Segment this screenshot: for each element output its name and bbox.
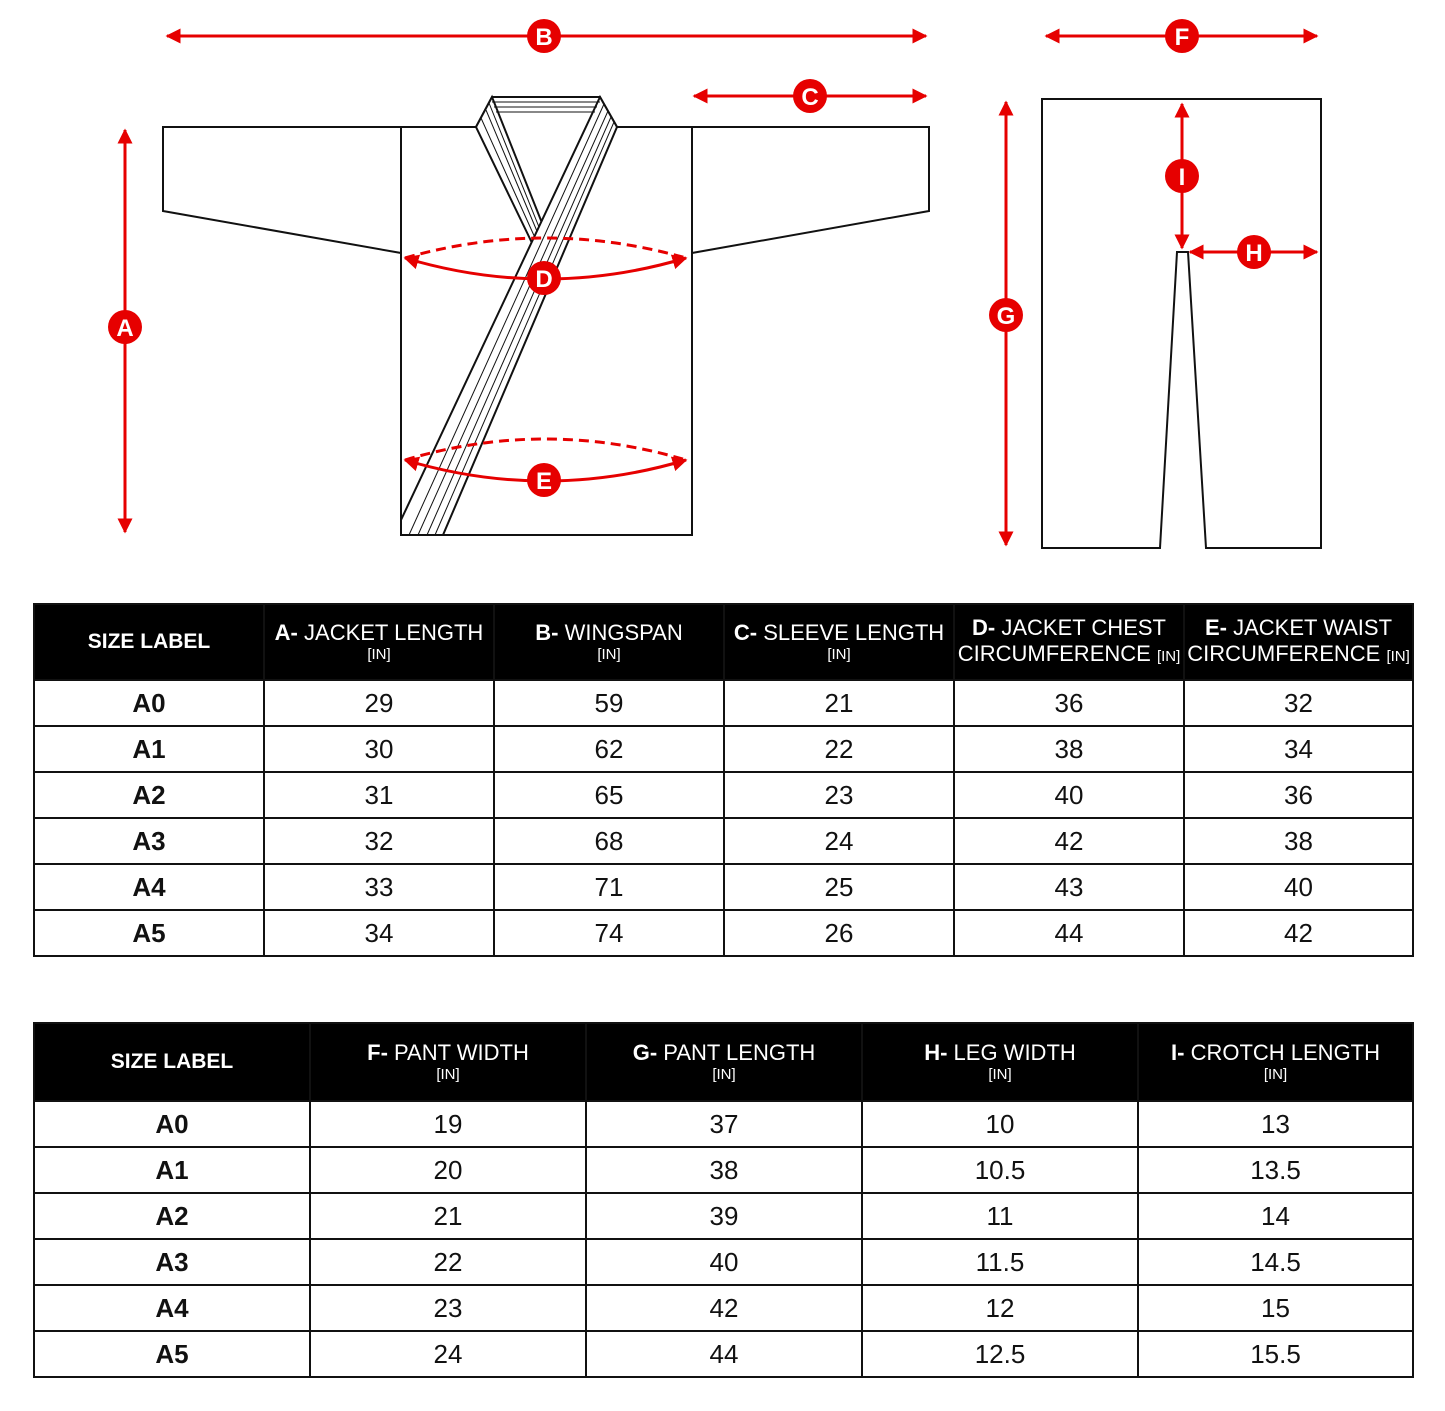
table-cell: 32 (264, 818, 494, 864)
table-cell: 38 (954, 726, 1184, 772)
svg-text:I: I (1178, 164, 1186, 191)
col-size-label: SIZE LABEL (34, 1023, 310, 1101)
table-row (34, 910, 1413, 956)
table-cell: 26 (724, 910, 954, 956)
table-cell: 21 (724, 680, 954, 726)
label-c (793, 79, 827, 113)
label-d (527, 261, 561, 295)
table-cell: 23 (310, 1285, 586, 1331)
table-cell: 12 (862, 1285, 1138, 1331)
size-cell: A3 (34, 818, 264, 864)
table-cell: 15.5 (1138, 1331, 1413, 1377)
size-cell: A4 (34, 864, 264, 910)
table-cell: 10.5 (862, 1147, 1138, 1193)
table-cell: 43 (954, 864, 1184, 910)
label-a (108, 310, 142, 344)
col-jacket-length: A- JACKET LENGTH [IN] (264, 604, 494, 680)
size-cell: A5 (34, 910, 264, 956)
table-cell: 13 (1138, 1101, 1413, 1147)
table-cell: 13.5 (1138, 1147, 1413, 1193)
table-cell: 36 (1184, 772, 1413, 818)
table-cell: 30 (264, 726, 494, 772)
table-cell: 22 (724, 726, 954, 772)
size-cell: A5 (34, 1331, 310, 1377)
table-cell: 29 (264, 680, 494, 726)
size-cell: A3 (34, 1239, 310, 1285)
table-cell: 23 (724, 772, 954, 818)
table-cell: 39 (586, 1193, 862, 1239)
table-cell: 31 (264, 772, 494, 818)
col-jacket-waist: E- JACKET WAIST CIRCUMFERENCE [IN] (1184, 604, 1413, 680)
table-cell: 37 (586, 1101, 862, 1147)
svg-text:F: F (1174, 24, 1190, 51)
table-cell: 19 (310, 1101, 586, 1147)
table-row (34, 864, 1413, 910)
table-cell: 11 (862, 1193, 1138, 1239)
table-row (34, 1101, 1413, 1147)
label-h (1237, 235, 1271, 269)
table-cell: 33 (264, 864, 494, 910)
table-cell: 36 (954, 680, 1184, 726)
size-cell: A0 (34, 1101, 310, 1147)
label-i (1165, 159, 1199, 193)
table-cell: 42 (954, 818, 1184, 864)
col-wingspan: B- WINGSPAN [IN] (494, 604, 724, 680)
svg-text:D: D (535, 266, 553, 293)
col-pant-width: F- PANT WIDTH [IN] (310, 1023, 586, 1101)
table-cell: 74 (494, 910, 724, 956)
table-row (34, 1285, 1413, 1331)
table-cell: 44 (954, 910, 1184, 956)
table-row (34, 1193, 1413, 1239)
col-jacket-chest: D- JACKET CHEST CIRCUMFERENCE [IN] (954, 604, 1184, 680)
table-cell: 40 (586, 1239, 862, 1285)
table-cell: 11.5 (862, 1239, 1138, 1285)
size-cell: A1 (34, 726, 264, 772)
col-crotch-length: I- CROTCH LENGTH [IN] (1138, 1023, 1413, 1101)
svg-text:A: A (116, 315, 134, 342)
table-cell: 10 (862, 1101, 1138, 1147)
col-leg-width: H- LEG WIDTH [IN] (862, 1023, 1138, 1101)
table-row (34, 818, 1413, 864)
table-cell: 34 (1184, 726, 1413, 772)
jacket-size-table (33, 603, 1414, 957)
table-cell: 20 (310, 1147, 586, 1193)
col-sleeve-length: C- SLEEVE LENGTH [IN] (724, 604, 954, 680)
table-row (34, 1331, 1413, 1377)
jacket-table-header (34, 604, 1413, 680)
table-cell: 59 (494, 680, 724, 726)
svg-text:E: E (535, 468, 553, 495)
table-cell: 44 (586, 1331, 862, 1377)
size-cell: A0 (34, 680, 264, 726)
table-cell: 68 (494, 818, 724, 864)
table-row (34, 726, 1413, 772)
table-cell: 24 (310, 1331, 586, 1377)
table-cell: 24 (724, 818, 954, 864)
table-cell: 15 (1138, 1285, 1413, 1331)
size-cell: A4 (34, 1285, 310, 1331)
table-cell: 38 (1184, 818, 1413, 864)
table-cell: 38 (586, 1147, 862, 1193)
svg-text:C: C (801, 84, 819, 111)
label-b (527, 19, 561, 53)
table-cell: 65 (494, 772, 724, 818)
pant-size-table (33, 1022, 1414, 1378)
svg-text:G: G (996, 303, 1016, 330)
svg-text:B: B (535, 24, 553, 51)
label-f (1165, 19, 1199, 53)
gi-measurement-diagram (0, 0, 1445, 580)
label-e (527, 463, 561, 497)
table-cell: 25 (724, 864, 954, 910)
table-row (34, 680, 1413, 726)
table-row (34, 1239, 1413, 1285)
table-cell: 14 (1138, 1193, 1413, 1239)
label-g (989, 298, 1023, 332)
pant-table-header (34, 1023, 1413, 1101)
table-row (34, 1147, 1413, 1193)
table-cell: 22 (310, 1239, 586, 1285)
size-cell: A2 (34, 772, 264, 818)
table-cell: 12.5 (862, 1331, 1138, 1377)
table-cell: 40 (1184, 864, 1413, 910)
table-cell: 14.5 (1138, 1239, 1413, 1285)
table-cell: 42 (1184, 910, 1413, 956)
table-cell: 32 (1184, 680, 1413, 726)
table-cell: 40 (954, 772, 1184, 818)
table-cell: 71 (494, 864, 724, 910)
col-pant-length: G- PANT LENGTH [IN] (586, 1023, 862, 1101)
size-cell: A1 (34, 1147, 310, 1193)
svg-text:H: H (1245, 240, 1263, 267)
table-cell: 34 (264, 910, 494, 956)
table-cell: 21 (310, 1193, 586, 1239)
col-size-label: SIZE LABEL (34, 604, 264, 680)
size-cell: A2 (34, 1193, 310, 1239)
table-cell: 42 (586, 1285, 862, 1331)
table-cell: 62 (494, 726, 724, 772)
table-row (34, 772, 1413, 818)
